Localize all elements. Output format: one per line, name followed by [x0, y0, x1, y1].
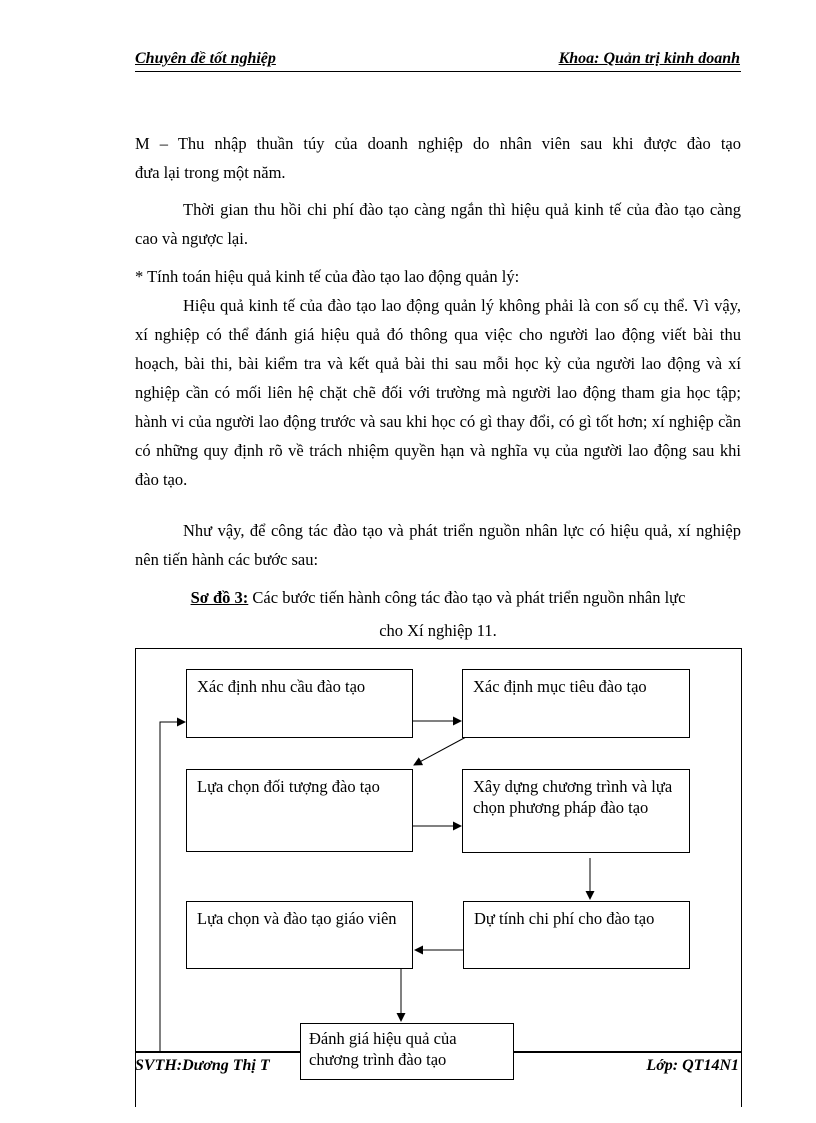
step-box-objectives: Xác định mục tiêu đào tạo — [462, 669, 690, 738]
paragraph-1-line-2: đưa lại trong một năm. — [135, 163, 286, 182]
footer-right: Lớp: QT14N1 — [646, 1057, 739, 1074]
step-box-program: Xây dựng chương trình và lựa chọn phương pháp đào tạo — [462, 769, 690, 853]
paragraph-2: Thời gian thu hồi chi phí đào tạo càng ngắn thì hiệu quả kinh tế của đào tạo càng cao và ngược lại. — [135, 200, 741, 248]
caption-label: Sơ đồ 3: — [190, 588, 249, 607]
step-box-teachers: Lựa chọn và đào tạo giáo viên — [186, 901, 413, 969]
header-right: Khoa: Quản trị kinh doanh — [558, 50, 740, 67]
arrow-box2-to-box3 — [414, 737, 466, 765]
step-box-costs: Dự tính chi phí cho đào tạo — [463, 901, 690, 969]
header-left: Chuyên đề tốt nghiệp — [135, 50, 276, 67]
paragraph-4: Như vậy, để công tác đào tạo và phát triển nguồn nhân lực có hiệu quả, xí nghiệp nên tiến hành các bước sau: — [135, 521, 741, 569]
caption-line-1: Các bước tiến hành công tác đào tạo và phát triển nguồn nhân lực — [248, 588, 686, 607]
step-box-needs: Xác định nhu cầu đào tạo — [186, 669, 413, 738]
paragraph-3: Hiệu quả kinh tế của đào tạo lao động quản lý không phải là con số cụ thể. Vì vậy, xí nghiệp có thể đánh giá hiệu quả đó thông qua việc cho người lao động viết bài thu hoạch, bài thi, bài kiểm tra và kết quả bài thi sau mỗi học kỳ của người lao động và xí nghiệp cần có mối liên hệ chặt chẽ đối với trường mà người lao động tham gia học tập; hành vi của người lao động trước và sau khi học có gì thay đổi, có gì tốt hơn; xí nghiệp cần có những quy định rõ về trách nhiệm quyền hạn và nghĩa vụ của người lao động sau khi đào tạo. — [135, 296, 741, 489]
footer-left: SVTH:Dương Thị T — [135, 1057, 270, 1074]
caption-line-2: cho Xí nghiệp 11. — [379, 621, 497, 640]
paragraph-1-line-1: M – Thu nhập thuần túy của doanh nghiệp do nhân viên sau khi được đào tạo — [135, 134, 741, 153]
step-box-evaluation: Đánh giá hiệu quả của chương trình đào tạo — [300, 1023, 514, 1080]
bullet-heading: * Tính toán hiệu quả kinh tế của đào tạo lao động quản lý: — [135, 267, 520, 286]
step-box-trainees: Lựa chọn đối tượng đào tạo — [186, 769, 413, 852]
